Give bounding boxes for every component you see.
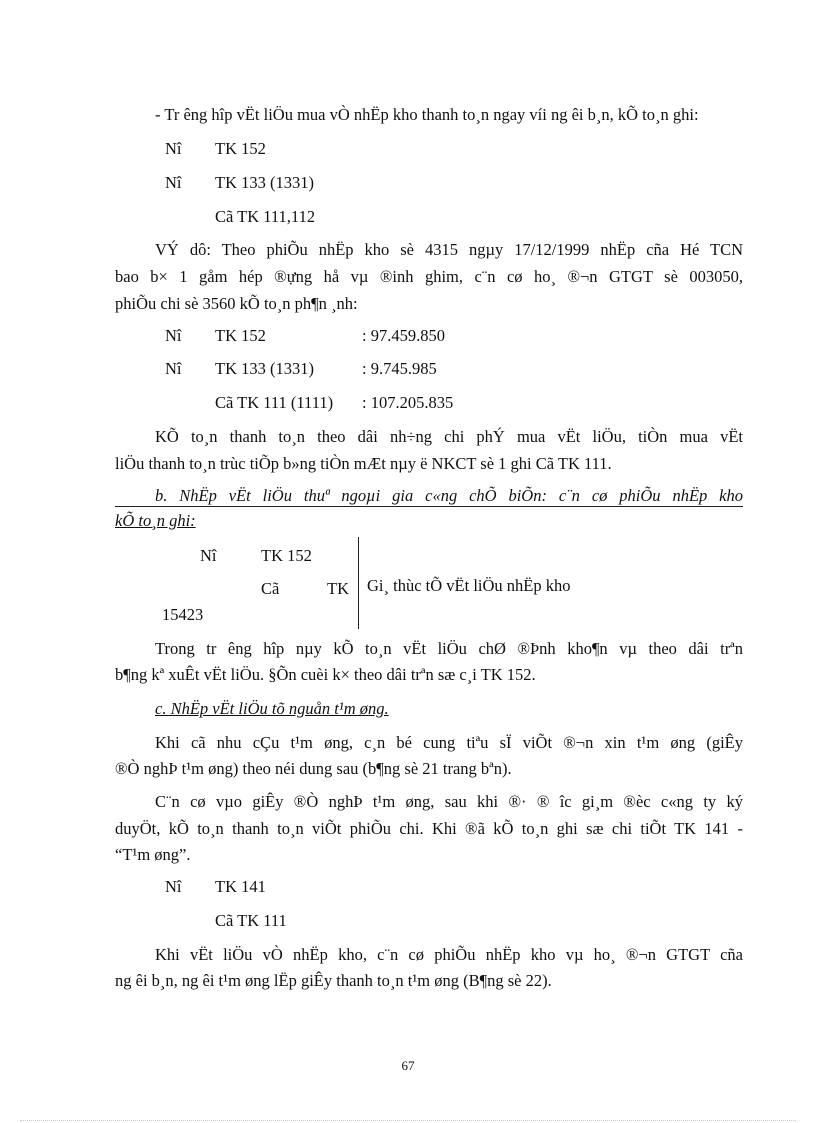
paragraph-cash-purchase: - Tr êng hîp vËt liÖu mua vÒ nhËp kho thanh to¸n ngay víi ng êi b¸n, kÕ to¸n ghi:: [155, 105, 699, 124]
entry-credit-account: TK: [327, 579, 349, 598]
paragraph-line: “T¹m øng”.: [115, 845, 191, 864]
heading-underline: [115, 506, 743, 507]
section-heading-b-cont: kÕ to¸n ghi:: [115, 511, 196, 530]
paragraph-line: Khi vËt liÖu vÒ nhËp kho, c¨n cø phiÕu nhËp kho vµ ho¸ ®¬n GTGT cña: [155, 945, 743, 964]
paragraph-line: C¨n cø vµo giÊy ®Ò nghÞ t¹m øng, sau khi ®· ® îc gi¸m ®èc c«ng ty ký: [155, 792, 743, 811]
paragraph-line: ng êi b¸n, ng êi t¹m øng lËp giÊy thanh to¸n t¹m øng (B¶ng sè 22).: [115, 971, 552, 990]
entry-credit-account: Cã TK 111: [215, 911, 287, 930]
entry-debit-label: Nî: [200, 546, 217, 565]
entry-debit-label: Nî: [165, 139, 182, 158]
entry-amount: : 9.745.985: [362, 359, 437, 378]
entry-debit-label: Nî: [165, 359, 182, 378]
entry-credit-account: Cã TK 111 (1111): [215, 393, 334, 412]
entry-credit-label: Cã: [261, 579, 280, 598]
paragraph-line: liÖu thanh to¸n trùc tiÕp b»ng tiÒn mÆt nµy ë NKCT sè 1 ghi Cã TK 111.: [115, 454, 612, 473]
example-paragraph-line: bao b× 1 gåm hép ®ựng hå vµ ®inh ghim, c¨n cø ho¸ ®¬n GTGT sè 003050,: [115, 267, 743, 286]
example-paragraph-line: VÝ dô: Theo phiÕu nhËp kho sè 4315 ngµy 17/12/1999 nhËp cña Hé TCN: [155, 240, 743, 259]
entry-debit-account: TK 141: [215, 877, 266, 896]
section-heading-b: b. NhËp vËt liÖu thuª ngoµi gia c«ng chÕ biÕn: c¨n cø phiÕu nhËp kho: [155, 486, 743, 505]
section-heading-c: c. NhËp vËt liÖu tõ nguån t¹m øng.: [155, 699, 389, 718]
paragraph-line: Trong tr êng hîp nµy kÕ to¸n vËt liÖu chØ ®Þnh kho¶n vµ theo dâi trªn: [155, 639, 743, 658]
paragraph-line: KÕ to¸n thanh to¸n theo dâi nh÷ng chi phÝ mua vËt liÖu, tiÒn mua vËt: [155, 427, 743, 446]
entry-description: Gi¸ thùc tÕ vËt liÖu nhËp kho: [367, 576, 571, 595]
paragraph-line: ®Ò nghÞ t¹m øng) theo néi dung sau (b¶ng sè 21 trang bªn).: [115, 759, 512, 778]
page-number: 67: [401, 1058, 415, 1073]
entry-debit-account: TK 152: [261, 546, 312, 565]
paragraph-line: duyÖt, kÕ to¸n thanh to¸n viÕt phiÕu chi. Khi ®ã kÕ to¸n ghi sæ chi tiÕt TK 141 -: [115, 819, 743, 838]
entry-debit-label: Nî: [165, 173, 182, 192]
entry-amount: : 107.205.835: [362, 393, 454, 412]
paragraph-line: Khi cã nhu cÇu t¹m øng, c¸n bé cung tiªu sÏ viÕt ®¬n xin t¹m øng (giÊy: [155, 733, 743, 752]
entry-debit-account: TK 152: [215, 139, 266, 158]
entry-account-number: 15423: [162, 605, 204, 624]
entry-debit-account: TK 133 (1331): [215, 173, 314, 192]
footer-divider: [20, 1120, 796, 1121]
entry-debit-label: Nî: [165, 877, 182, 896]
entry-debit-label: Nî: [165, 326, 182, 345]
entry-credit-account: Cã TK 111,112: [215, 207, 316, 226]
paragraph-line: b¶ng kª xuÊt vËt liÖu. §Õn cuèi k× theo dâi trªn sæ c¸i TK 152.: [115, 665, 536, 684]
entry-debit-account: TK 152: [215, 326, 266, 345]
example-paragraph-line: phiÕu chi sè 3560 kÕ to¸n ph¶n ¸nh:: [115, 294, 358, 313]
bracket-divider: [358, 537, 359, 629]
entry-amount: : 97.459.850: [362, 326, 445, 345]
entry-debit-account: TK 133 (1331): [215, 359, 314, 378]
